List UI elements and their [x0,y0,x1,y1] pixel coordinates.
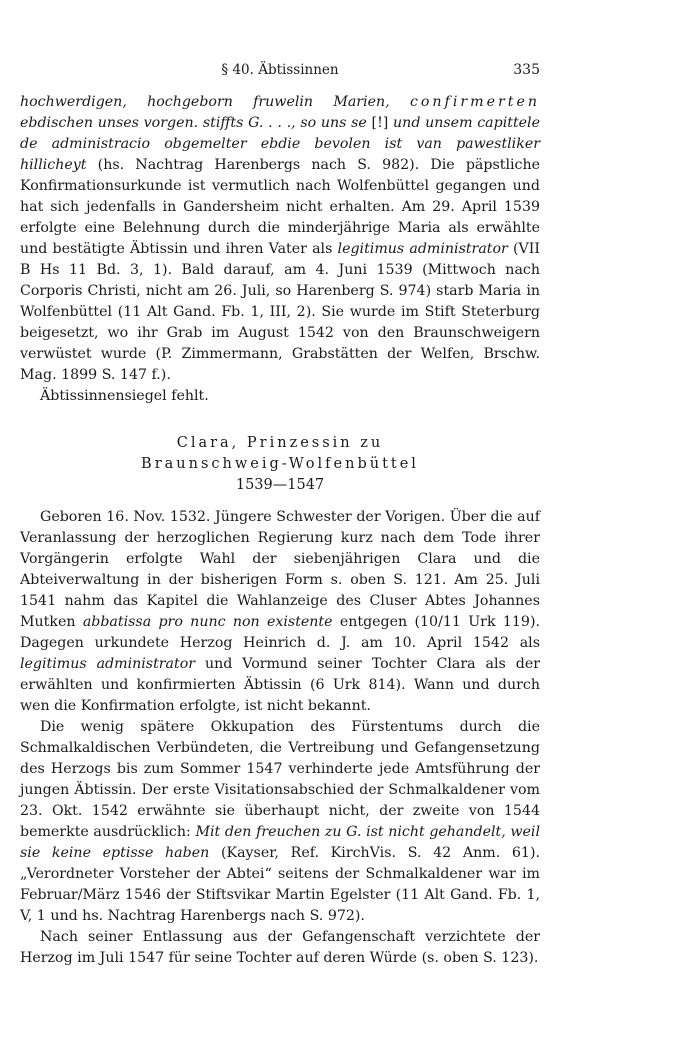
section-name-line1: Clara, Prinzessin zu [176,435,384,451]
paragraph-renunciation [20,927,540,969]
inline-text: Nach seiner Entlassung aus der Gefangenschaft verzichtete der Herzog im Juli 1547 für seine Tochter auf deren Würde (s. oben S. 123). [20,929,540,966]
italic-quote: ebdischen unses vorgen. stiffts G. . . ., so uns se [20,115,367,131]
italic-quote: Mit den freuchen zu G. ist nicht gehandelt, weil sie keine eptisse haben [20,824,540,861]
inline-text: Die wenig spätere Okkupation des Fürstentums durch die Schmalkaldischen Verbündeten, die Vertreibung und Gefangensetzung des Herzogs bis zum Sommer 1547 verhinderte jede Amtsführung der jungen Äbtissin. Der erste Visitationsabschied der Schmalkaldener vom 23. Okt. 1542 erwähnte sie überhaupt nicht, der zweite von 1544 bemerkte ausdrücklich: [20,719,540,840]
inline-text: Geboren 16. Nov. 1532. Jüngere Schwester der Vorigen. Über die auf Veranlassung der herzoglichen Regierung kurz nach dem Tode ihrer Vorgängerin erfolgte Wahl der siebenjährigen Clara und die Abteiverwaltung in der bisherigen Form s. oben S. 121. Am 25. Juli 1541 nahm das Kapitel die Wahlanzeige des Cluser Abtes Johannes Mutken [20,509,540,630]
paragraph-occupation [20,717,540,927]
italic-quote: hochwerdigen, hochgeborn fruwelin Marien, [20,94,390,110]
spaced-word: confirmerten [409,94,540,110]
section-name-line2: Braunschweig-Wolfenbüttel [141,456,419,472]
text-block [20,92,540,969]
inline-text: (hs. Nachtrag Harenbergs nach S. 982). Die päpstliche Konfirmationsurkunde ist vermutlich nach Wolfenbüttel gegangen und hat sich jedenfalls in Gandersheim nicht erhalten. Am 29. April 1539 erfolgte eine Belehnung durch die minderjährige Maria als erwählte und bestätigte Äbtissin und ihren Vater als [20,157,540,257]
inline-text: und Vormund seiner Tochter Clara als der erwählten und konfirmierten Äbtissin (6 Urk 814). Wann und durch wen die Konfirmation erfolgte, ist nicht bekannt. [20,656,540,714]
italic-quote: abbatissa pro nunc non existente [82,614,333,630]
inline-text: entgegen (10/11 Urk 119). Dagegen urkundete Herzog Heinrich d. J. am 10. April 1542 als [20,614,540,651]
italic-quote: und unsem capittele de administracio obgemelter ebdie bevolen ist van pawestliker hillicheyt [20,115,540,173]
paragraph-birth-election [20,507,540,717]
italic-term: legitimus administrator [337,241,508,257]
italic-term: legitimus administrator [20,656,196,672]
page-number: 335 [513,62,540,78]
inline-text: (VII B Hs 11 Bd. 3, 1). Bald darauf, am 4. Juni 1539 (Mittwoch nach Corporis Christi, nicht am 26. Juli, so Harenberg S. 974) starb Maria in Wolfenbüttel (11 Alt Gand. Fb. 1, III, 2). Sie wurde im Stift Steterburg beigesetzt, wo ihr Grab im August 1542 von den Braunschweigern verwüstet wurde (P. Zimmermann, Grabstätten der Welfen, Brschw. Mag. 1899 S. 147 f.). [20,241,540,383]
seal-note: Äbtissinnensiegel fehlt. [40,388,209,404]
running-head-title: § 40. Äbtissinnen [221,62,339,78]
inline-text: (Kayser, Ref. KirchVis. S. 42 Anm. 61). „Verordneter Vorsteher der Abtei“ seitens der Schmalkaldener war im Februar/März 1546 der Stiftsvikar Martin Egelster (11 Alt Gand. Fb. 1, V, 1 und hs. Nachtrag Harenbergs nach S. 972). [20,845,540,924]
section-years: 1539—1547 [235,477,325,493]
paragraph-maria-continued [20,92,540,386]
running-head [20,62,540,82]
inline-text: [!] [371,115,389,131]
section-heading [20,433,540,496]
